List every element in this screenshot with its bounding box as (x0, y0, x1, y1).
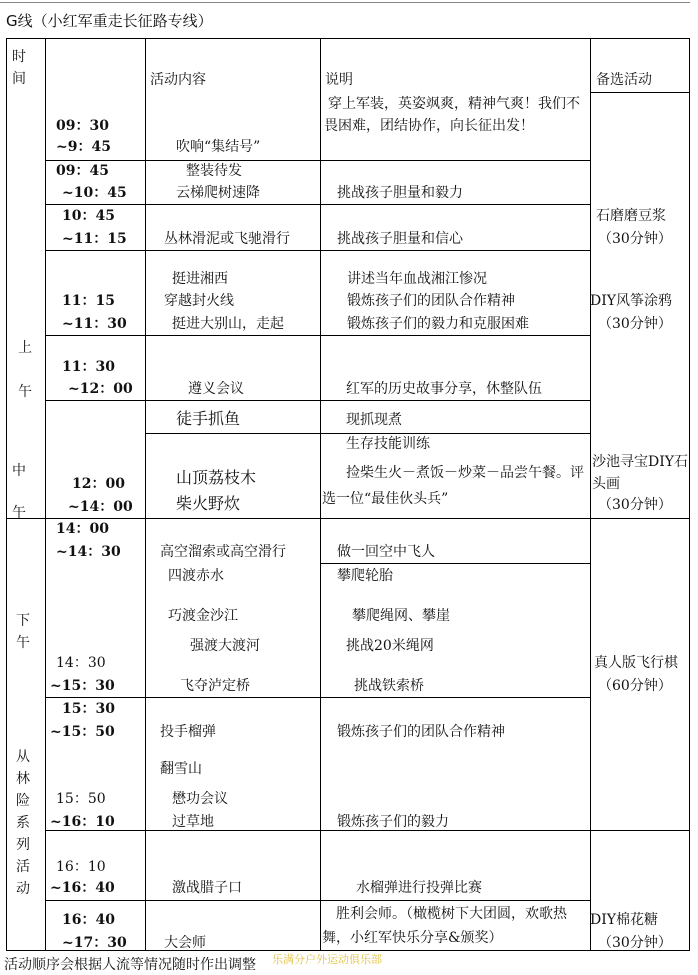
grid-line (6, 38, 7, 950)
row-time-end: ~9：45 (56, 139, 111, 155)
grid-line (590, 92, 689, 93)
row-content: 飞夺泸定桥 (180, 678, 250, 694)
row-content: 过草地 (172, 814, 214, 830)
optional-duration: （30分钟） (598, 316, 672, 332)
grid-line (45, 38, 46, 950)
row-content: 挺进大别山，走起 (172, 316, 284, 332)
grid-line (590, 518, 689, 519)
top-border (0, 2, 690, 3)
header-description: 说明 (325, 72, 353, 88)
optional-duration: （30分钟） (598, 231, 672, 247)
row-content: 山顶荔枝木 (176, 468, 257, 487)
row-time-start: 09：45 (56, 163, 109, 179)
grid-line (590, 830, 689, 831)
row-description: 胜利会师。（橄榄树下大团圆，欢歌热舞，小红军快乐分享&颁奖） (322, 906, 567, 946)
row-description: 现抓现煮 (346, 412, 402, 428)
grid-line (320, 38, 321, 950)
row-time-start: 10：45 (62, 208, 115, 224)
grid-line (45, 830, 590, 831)
grid-line (590, 38, 591, 950)
row-time-start: 11：30 (62, 359, 115, 375)
row-description: 锻炼孩子们的毅力和克服困难 (347, 316, 529, 332)
row-description: 穿上军装，英姿飒爽，精神气爽！我们不畏困难，团结协作，向长征出发！ (324, 96, 580, 134)
grid-line (45, 335, 590, 336)
row-description: 挑战孩子胆量和信心 (337, 231, 463, 247)
row-content: 四渡赤水 (168, 568, 224, 584)
grid-line (145, 38, 146, 950)
row-content: 整装待发 (186, 163, 242, 179)
row-content: 大会师 (164, 935, 206, 951)
row-time-end: ~14：00 (68, 499, 133, 515)
row-time-end: ~10：45 (62, 185, 127, 201)
footer-note: 活动顺序会根据人流等情况随时作出调整 (4, 957, 256, 973)
row-description: 攀爬轮胎 (337, 568, 393, 584)
optional-duration: （30分钟） (598, 935, 672, 951)
row-time-end: ~12：00 (68, 381, 133, 397)
grid-line (45, 204, 590, 205)
header-optional: 备选活动 (596, 72, 652, 88)
row-time-end: ~11：15 (62, 231, 127, 247)
row-content: 徒手抓鱼 (176, 409, 241, 428)
grid-line (6, 38, 690, 39)
row-description: 做一回空中飞人 (337, 544, 435, 560)
row-description: 锻炼孩子们的团队合作精神 (347, 293, 515, 309)
row-time-end: ~15：30 (50, 678, 115, 694)
row-description: 锻炼孩子们的团队合作精神 (337, 724, 505, 740)
grid-line (45, 518, 590, 519)
optional-name: DIY棉花糖 (590, 912, 658, 928)
row-content: 懋功会议 (172, 791, 228, 807)
period-morning: 上午 (18, 340, 32, 400)
row-time-end: ~16：10 (50, 814, 115, 830)
row-time-end: ~15：50 (50, 724, 115, 740)
row-description: 挑战铁索桥 (354, 678, 424, 694)
row-description: 讲述当年血战湘江惨况 (347, 271, 487, 287)
watermark: 乐满分户外运动俱乐部 (272, 953, 382, 966)
optional-duration: （30分钟） (598, 497, 672, 513)
row-time-end: ~17：30 (62, 935, 127, 951)
period-jungle: 从林险系列活动 (16, 749, 30, 897)
page-title: G线（小红军重走长征路专线） (6, 12, 213, 30)
row-content: 高空溜索或高空滑行 (160, 544, 286, 560)
row-content: 强渡大渡河 (190, 638, 260, 654)
row-content: 吹响“集结号” (176, 139, 261, 155)
row-description: 生存技能训练 (346, 436, 430, 452)
grid-line (45, 250, 590, 251)
period-afternoon: 下午 (16, 613, 30, 651)
optional-name: 真人版飞行棋 (594, 655, 678, 671)
row-description: 水榴弹进行投弹比赛 (356, 880, 482, 896)
row-content: 挺进湘西 (172, 271, 228, 287)
grid-line (45, 900, 590, 901)
row-content: 丛林滑泥或飞驰滑行 (164, 231, 290, 247)
row-time-start: 16：40 (62, 912, 115, 928)
header-time: 时间 (12, 49, 26, 87)
row-description: 挑战20米绳网 (346, 638, 434, 654)
row-content: 柴火野炊 (176, 494, 241, 513)
optional-duration: （60分钟） (598, 678, 672, 694)
row-time-start: 15：30 (62, 701, 115, 717)
row-time-end: ~14：30 (56, 544, 121, 560)
row-content: 巧渡金沙江 (168, 608, 238, 624)
grid-line (45, 160, 590, 161)
row-time-start: 16：10 (56, 859, 106, 875)
row-content: 云梯爬树速降 (176, 185, 260, 201)
row-description: 攀爬绳网、攀崖 (352, 608, 450, 624)
row-time-start: 09：30 (56, 118, 109, 134)
row-time-end: ~11：30 (62, 316, 127, 332)
row-time-start: 11：15 (62, 293, 115, 309)
row-time-start: 14：30 (56, 655, 106, 671)
optional-name: DIY风筝涂鸦 (590, 293, 672, 309)
optional-name: 沙池寻宝DIY石头画 (592, 454, 688, 492)
row-content: 翻雪山 (160, 761, 202, 777)
row-description: 挑战孩子胆量和毅力 (337, 185, 463, 201)
row-time-start: 12：00 (72, 476, 125, 492)
grid-line (45, 697, 590, 698)
row-time-end: ~16：40 (50, 880, 115, 896)
row-description: 锻炼孩子们的毅力 (337, 814, 449, 830)
row-content: 投手榴弹 (160, 724, 216, 740)
row-content: 激战腊子口 (172, 880, 242, 896)
period-noon: 中午 (12, 463, 26, 521)
grid-line (689, 38, 690, 950)
header-content: 活动内容 (150, 72, 206, 88)
row-time-start: 15：50 (56, 791, 106, 807)
row-time-start: 14：00 (56, 521, 109, 537)
grid-line (320, 563, 590, 564)
row-description: 红军的历史故事分享，休整队伍 (346, 381, 542, 397)
row-content: 穿越封火线 (164, 293, 234, 309)
optional-name: 石磨磨豆浆 (596, 208, 666, 224)
row-description: 捡柴生火－煮饭－炒菜－品尝午餐。评选一位“最佳伙头兵” (322, 465, 584, 507)
grid-line (45, 400, 590, 401)
row-content: 遵义会议 (188, 381, 244, 397)
